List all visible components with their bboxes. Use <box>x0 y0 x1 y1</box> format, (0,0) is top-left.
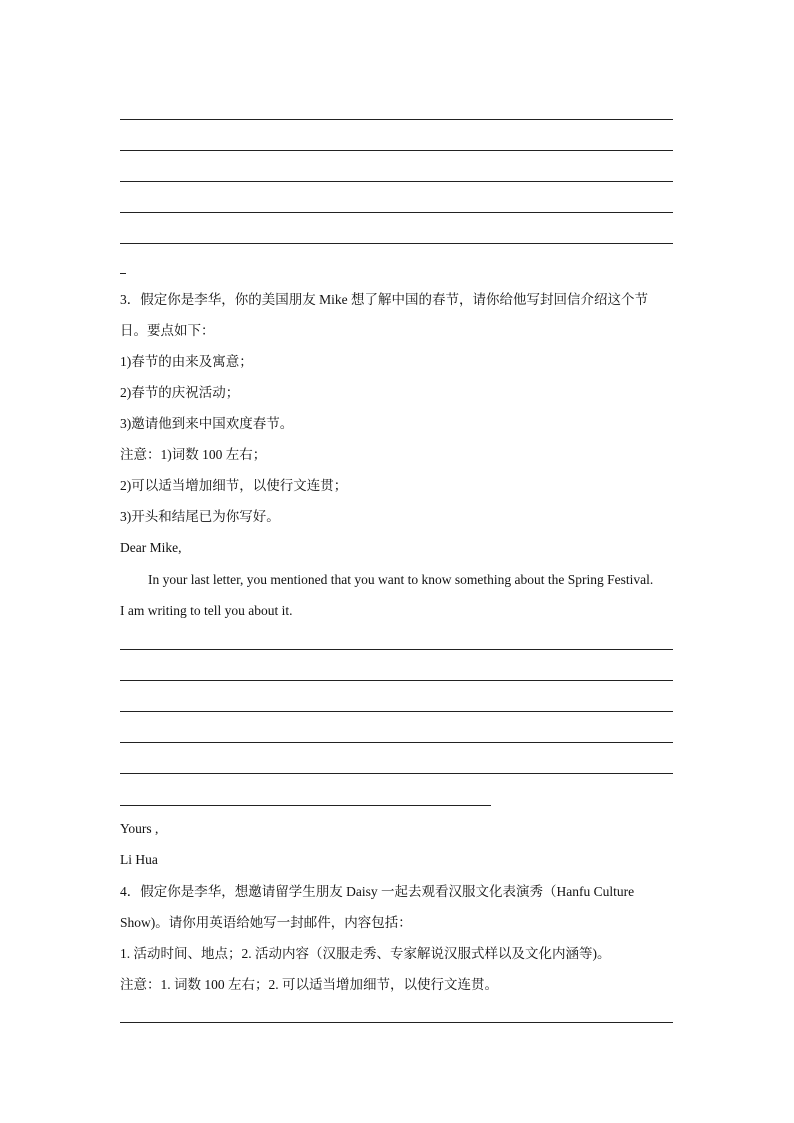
answer-line <box>120 649 673 650</box>
answer-line <box>120 742 673 743</box>
answer-line <box>120 119 673 120</box>
q4-note-line: 注意：1. 词数 100 左右；2. 可以适当增加细节，以使行文连贯。 <box>120 977 498 992</box>
q3-note-2: 2)可以适当增加细节，以使行文连贯； <box>120 478 348 493</box>
q3-point-1: 1)春节的由来及寓意； <box>120 354 253 369</box>
q3-body-line-1: In your last letter, you mentioned that you want to know something about the Spring Festival. <box>148 572 654 587</box>
q4-title-line-1: 4．假定你是李华，想邀请留学生朋友 Daisy 一起去观看汉服文化表演秀（Hanfu Culture <box>120 884 635 899</box>
answer-line <box>120 1022 673 1023</box>
q3-body-line-2: I am writing to tell you about it. <box>120 603 293 618</box>
answer-line <box>120 181 673 182</box>
q3-title-line-2: 日。要点如下： <box>120 323 215 338</box>
answer-line <box>120 150 673 151</box>
q3-closing: Yours , <box>120 821 159 836</box>
q3-title-line-1: 3．假定你是李华，你的美国朋友 Mike 想了解中国的春节，请你给他写封回信介绍这个节 <box>120 292 648 307</box>
q3-signature: Li Hua <box>120 852 158 867</box>
q3-salutation: Dear Mike, <box>120 540 182 555</box>
q3-note-3: 3)开头和结尾已为你写好。 <box>120 509 280 524</box>
answer-line <box>120 773 673 774</box>
answer-line <box>120 680 673 681</box>
q3-point-2: 2)春节的庆祝活动； <box>120 385 240 400</box>
answer-line <box>120 243 673 244</box>
q3-note-1: 注意：1)词数 100 左右； <box>120 447 267 462</box>
answer-line <box>120 711 673 712</box>
end-mark <box>120 273 126 274</box>
q3-point-3: 3)邀请他到来中国欢度春节。 <box>120 416 294 431</box>
q4-content-line: 1. 活动时间、地点；2. 活动内容（汉服走秀、专家解说汉服式样以及文化内涵等)。 <box>120 946 611 961</box>
answer-line <box>120 805 491 806</box>
answer-line <box>120 212 673 213</box>
q4-title-line-2: Show)。请你用英语给她写一封邮件，内容包括： <box>120 915 412 930</box>
